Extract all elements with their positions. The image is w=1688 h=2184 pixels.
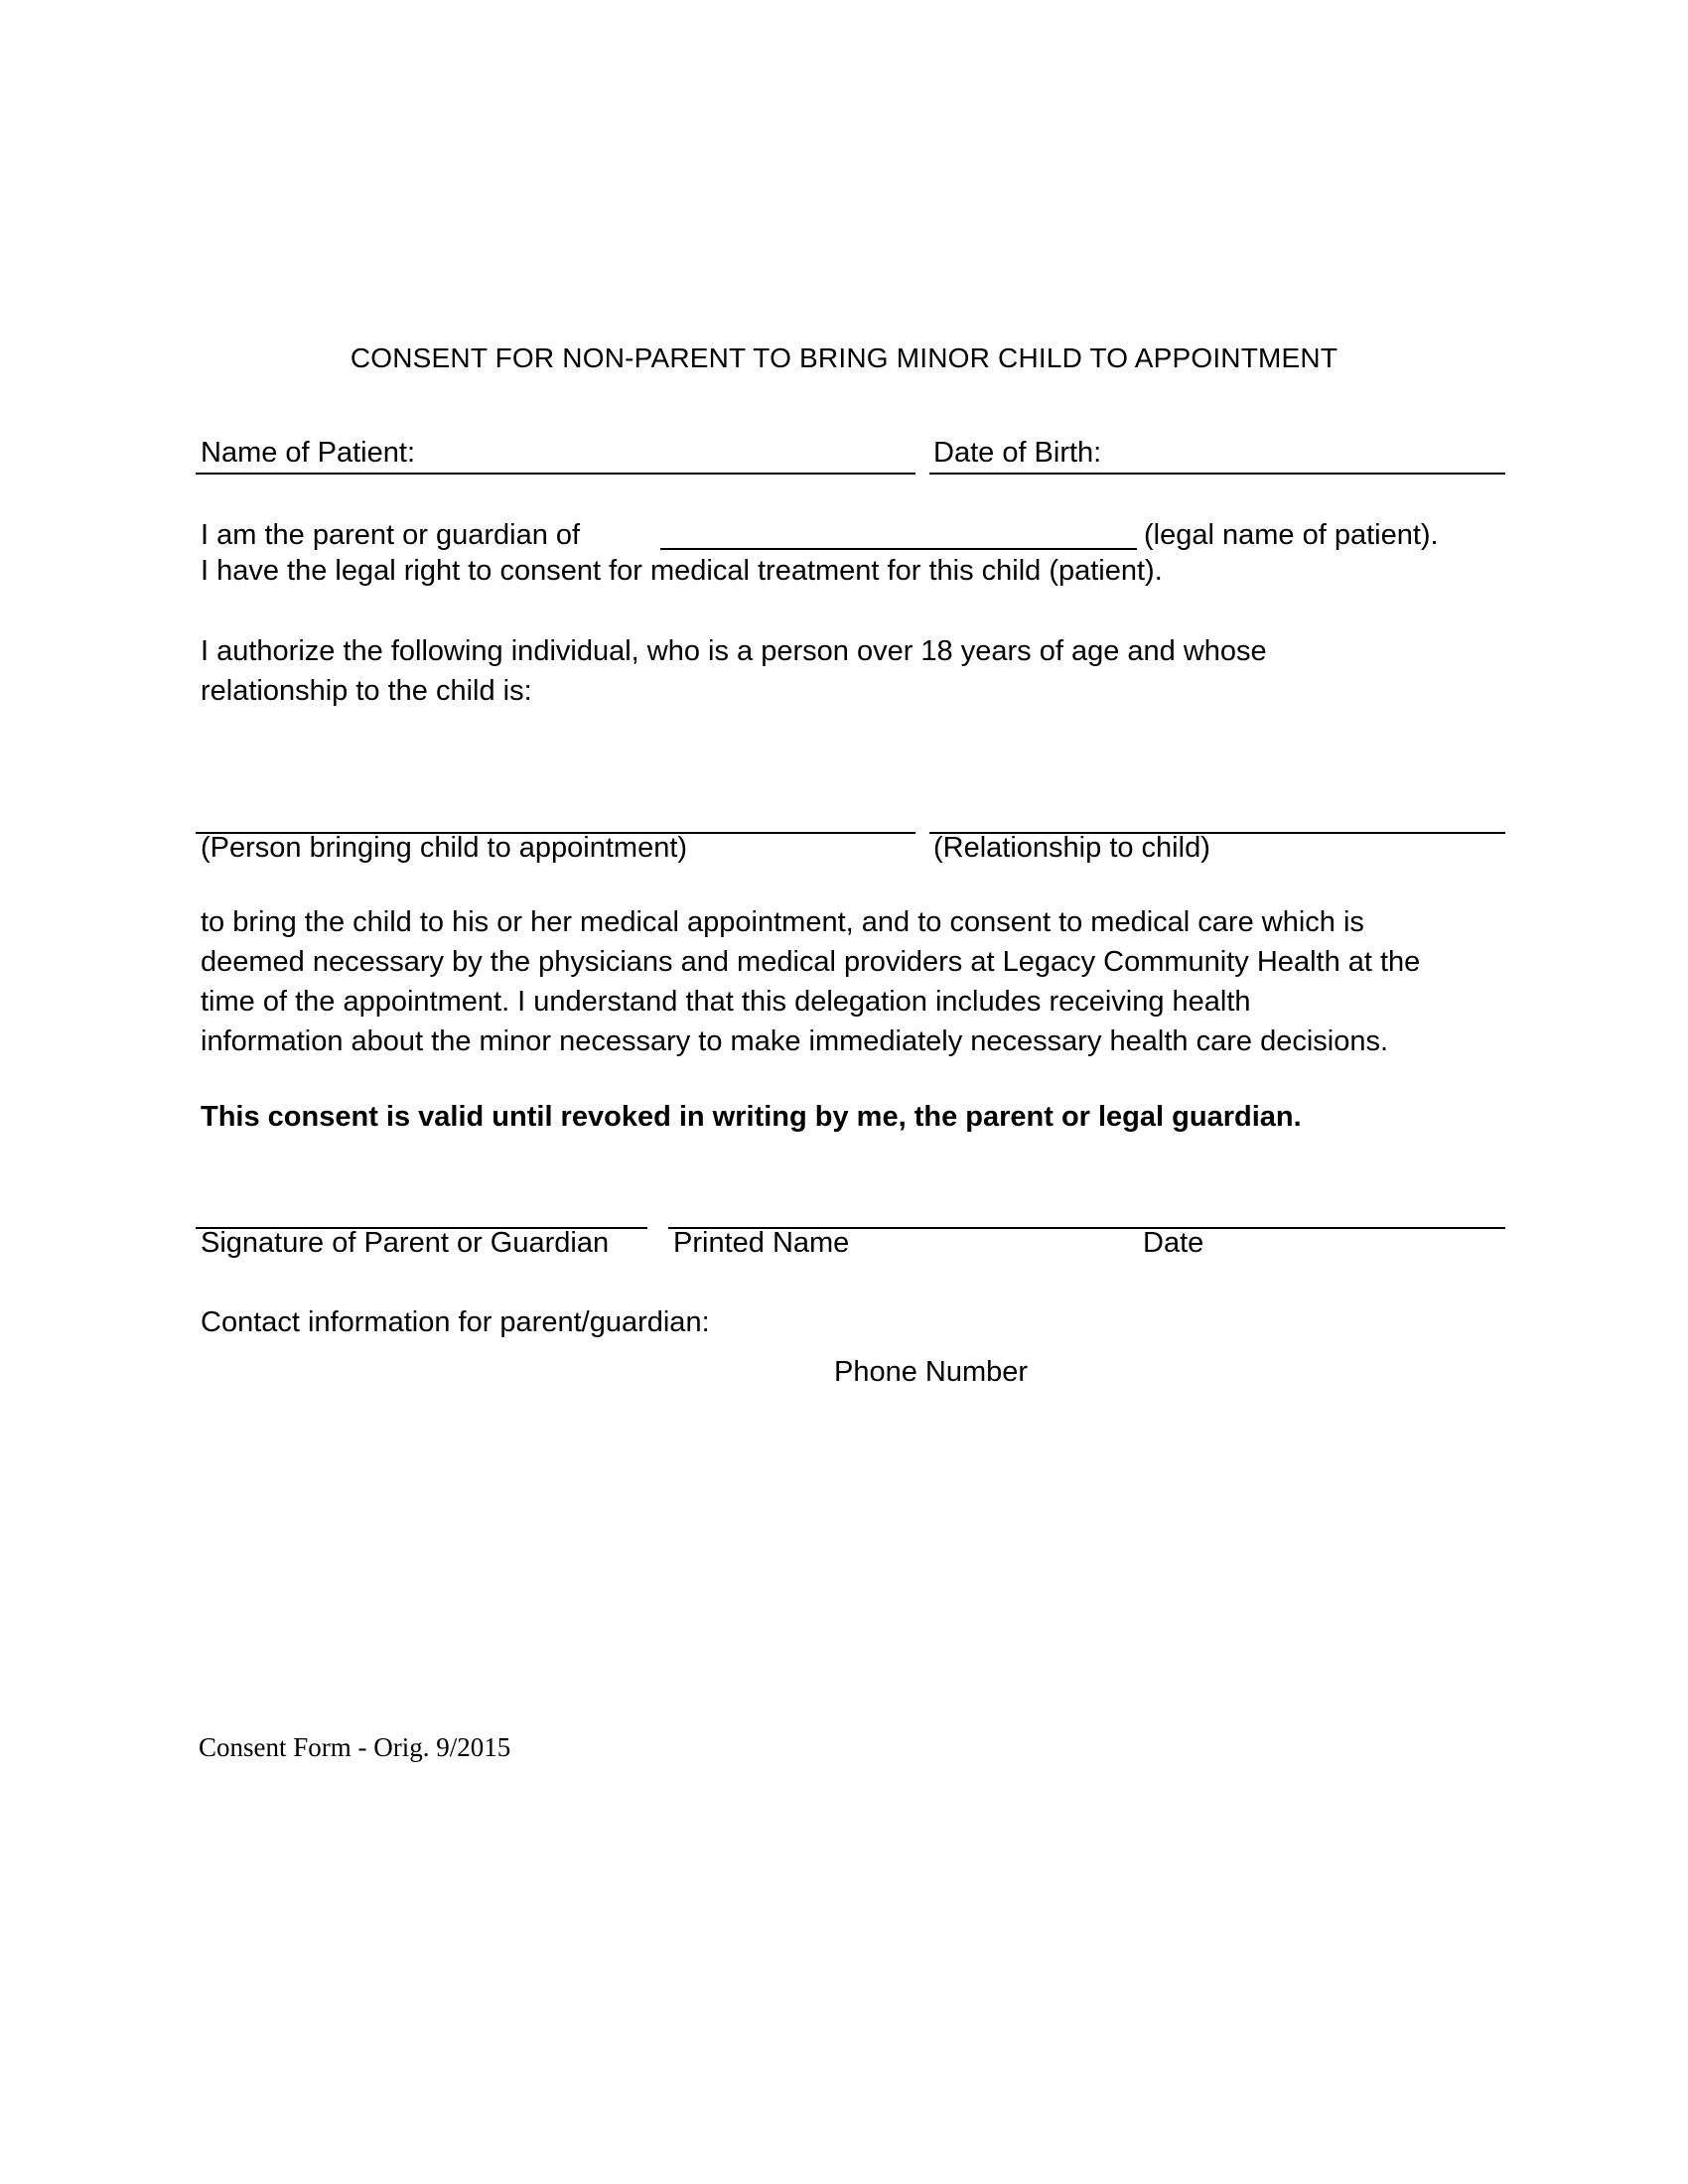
signature-label: Signature of Parent or Guardian — [201, 1227, 610, 1259]
body-line-2: deemed necessary by the physicians and medical providers at Legacy Community Health at the — [201, 946, 1421, 978]
date-of-birth-line[interactable] — [929, 473, 1505, 475]
body-line-4: information about the minor necessary to make immediately necessary health care decisions. — [201, 1025, 1389, 1057]
parent-statement-prefix: I am the parent or guardian of — [201, 519, 581, 551]
form-footer: Consent Form - Orig. 9/2015 — [199, 1732, 511, 1762]
body-line-1: to bring the child to his or her medical appointment, and to consent to medical care which is — [201, 906, 1364, 938]
contact-info-label: Contact information for parent/guardian: — [201, 1306, 710, 1338]
patient-name-label: Name of Patient: — [201, 437, 415, 469]
date-of-birth-label: Date of Birth: — [933, 437, 1102, 469]
phone-number-label: Phone Number — [834, 1356, 1029, 1388]
legal-name-line[interactable] — [660, 548, 1137, 550]
date-label: Date — [1143, 1227, 1204, 1259]
validity-statement: This consent is valid until revoked in writing by me, the parent or legal guardian. — [201, 1101, 1302, 1133]
parent-statement-suffix: (legal name of patient). — [1144, 519, 1439, 551]
body-line-3: time of the appointment. I understand that this delegation includes receiving health — [201, 986, 1251, 1018]
relationship-label: (Relationship to child) — [933, 832, 1210, 864]
authorize-line-2: relationship to the child is: — [201, 675, 532, 707]
authorize-line-1: I authorize the following individual, who is a person over 18 years of age and whose — [201, 635, 1267, 667]
person-bringing-child-label: (Person bringing child to appointment) — [201, 832, 688, 864]
printed-name-label: Printed Name — [673, 1227, 850, 1259]
form-title: CONSENT FOR NON-PARENT TO BRING MINOR CHILD TO APPOINTMENT — [350, 342, 1338, 373]
legal-right-statement: I have the legal right to consent for medical treatment for this child (patient). — [201, 555, 1163, 587]
patient-name-line[interactable] — [196, 473, 915, 475]
